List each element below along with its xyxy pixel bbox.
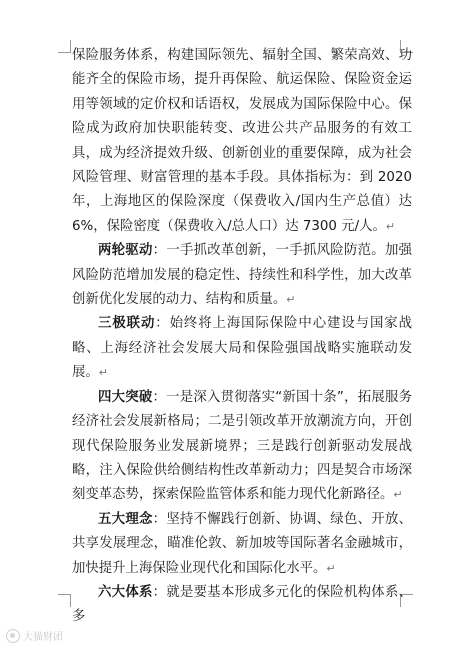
watermark xyxy=(6,628,63,643)
paragraph-lead: 三极联动 xyxy=(98,316,156,332)
paragraph-mark: ↵ xyxy=(385,219,396,233)
paragraph-mark: ↵ xyxy=(286,293,296,307)
paragraph xyxy=(72,44,412,239)
document-body xyxy=(72,44,412,630)
paragraph-mark: ↵ xyxy=(393,488,403,502)
paragraph-text: ：始终将上海国际保险中心建设与国家战略、上海经济社会发展大局和保险强国战略实施联动发展。 xyxy=(72,316,413,381)
paragraph-lead: 六大体系 xyxy=(98,584,153,600)
paragraph-lead: 四大突破 xyxy=(98,389,153,405)
paragraph-lead: 两轮驱动 xyxy=(98,243,153,259)
paragraph xyxy=(72,312,412,385)
paragraph-text: ：一是深入贯彻落实“新国十条”，拓展服务经济社会发展新格局；二是引领改革开放潮流方向，开创现代保险服务业发展新境界；三是践行创新驱动发展战略，注入保险供给侧结构性改革新动力；四是契合市场深刻变革态势，探索保险监管体系和能力现代化新路径。 xyxy=(72,389,413,503)
paragraph xyxy=(72,508,412,581)
paragraph-text: 保险服务体系，构建国际领先、辐射全国、繁荣高效、功能齐全的保险市场，提升再保险、航运保险、保险资金运用等领域的定价权和话语权，发展成为国际保险中心。保险成为政府加快职能转变、改进公共产品服务的有效工具，成为经济提效升级、创新创业的重要保障，成为社会风险管理、财富管理的基本手段。具体指标为：到 2020 年，上海地区的保险深度（保费收入/国内生产总值）达 6%，保险密度（保费收入/总人口）达 7300 元/人。 xyxy=(72,48,412,234)
paragraph xyxy=(72,386,412,508)
page-corner-mark-top-left xyxy=(58,40,71,53)
weibo-icon xyxy=(6,629,20,643)
paragraph-lead: 五大理念 xyxy=(98,511,153,527)
paragraph-mark: ↵ xyxy=(98,366,108,380)
watermark-text: 大猫财团 xyxy=(23,632,63,643)
paragraph xyxy=(72,581,412,630)
paragraph-text: ：就是要基本形成多元化的保险机构体系、多 xyxy=(72,584,412,625)
paragraph-mark: ↵ xyxy=(326,561,336,575)
page-corner-mark-bottom-left xyxy=(58,594,71,607)
paragraph-text: ：坚持不懈践行创新、协调、绿色、开放、共享发展理念，瞄准伦敦、新加坡等国际著名金融城市，加快提升上海保险业现代化和国际化水平。 xyxy=(72,511,412,576)
paragraph-text: ：一手抓改革创新，一手抓风险防范。加强风险防范增加发展的稳定性、持续性和科学性，加大改革创新优化发展的动力、结构和质量。 xyxy=(72,243,412,308)
paragraph xyxy=(72,239,412,312)
